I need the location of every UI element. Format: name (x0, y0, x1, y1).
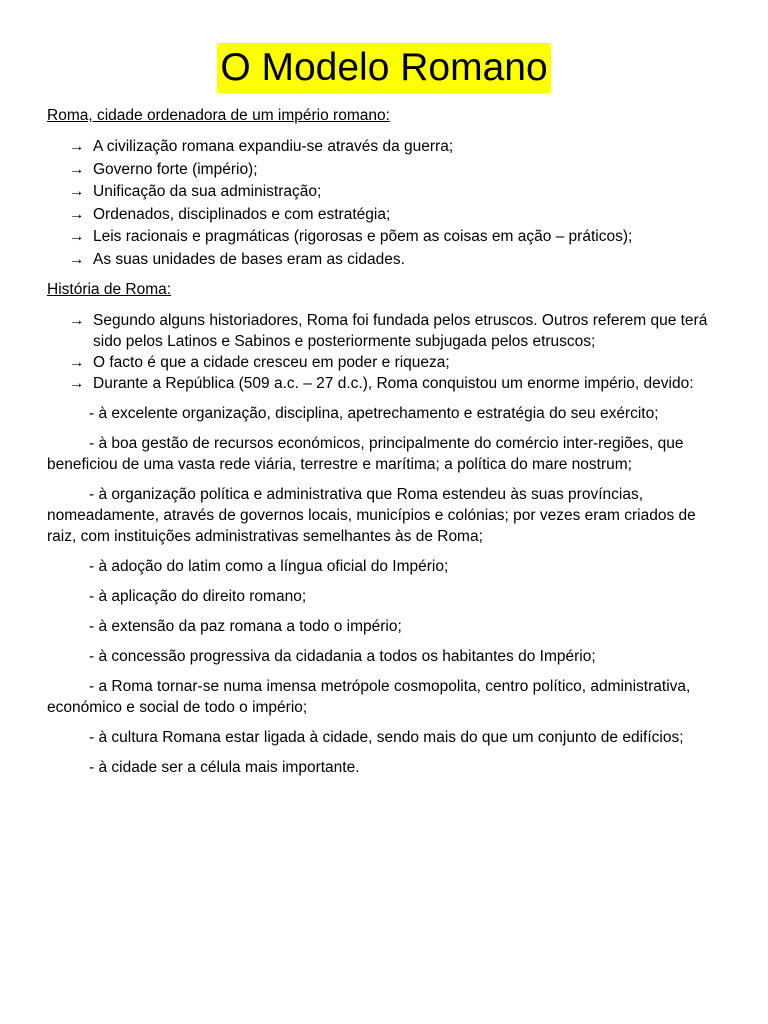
list-item: → Governo forte (império); (69, 160, 258, 178)
list-item: → A civilização romana expandiu-se através da guerra; (69, 138, 454, 155)
title-container (0, 43, 768, 93)
list-item: → Unificação da sua administração; (69, 183, 322, 200)
section-heading-roma: Roma, cidade ordenadora de um império romano: (47, 107, 390, 124)
list-item: → As suas unidades de bases eram as cidades. (69, 250, 405, 268)
right-arrow-icon: → (69, 205, 85, 223)
reason-paragraph: - a Roma tornar-se numa imensa metrópole cosmopolita, centro político, administrativa, económico e social de todo o império; (47, 677, 691, 716)
right-arrow-icon: → (69, 353, 85, 371)
reason-paragraph: - à adoção do latim como a língua oficial do Império; (89, 557, 449, 575)
bullet-list-historia (47, 310, 727, 394)
reason-paragraph: - à cidade ser a célula mais importante. (89, 758, 360, 776)
reason-paragraph: - à boa gestão de recursos económicos, principalmente do comércio inter-regiões, que beneficiou de uma vasta rede viária, terrestre e marítima; a política do mare nostrum; (47, 434, 684, 473)
list-item: → O facto é que a cidade cresceu em poder e riqueza; (69, 353, 450, 371)
list-item: → Durante a República (509 a.c. – 27 d.c.), Roma conquistou um enorme império, devido: (69, 374, 694, 392)
right-arrow-icon: → (69, 374, 85, 392)
right-arrow-icon: → (69, 183, 85, 200)
right-arrow-icon: → (69, 311, 85, 329)
list-item: → Segundo alguns historiadores, Roma foi fundada pelos etruscos. Outros referem que terá sido pelos Latinos e Sabinos e posteriormente subjugada pelos etruscos; (69, 311, 708, 350)
reason-paragraph: - à excelente organização, disciplina, apetrechamento e estratégia do seu exército; (89, 404, 659, 422)
list-item: → Leis racionais e pragmáticas (rigorosas e põem as coisas em ação – práticos); (69, 228, 633, 245)
right-arrow-icon: → (69, 228, 85, 245)
reason-paragraph: - à concessão progressiva da cidadania a todos os habitantes do Império; (89, 647, 596, 665)
reason-paragraph: - à organização política e administrativa que Roma estendeu às suas províncias, nomeadamente, através de governos locais, municípios e colónias; por vezes eram criados de raiz, com instituições administrativas semelhantes às de Roma; (47, 485, 696, 545)
bullet-list-roma (47, 136, 727, 270)
reason-paragraph: - à cultura Romana estar ligada à cidade, sendo mais do que um conjunto de edifícios; (89, 728, 684, 746)
right-arrow-icon: → (69, 138, 85, 155)
list-item: → Ordenados, disciplinados e com estratégia; (69, 205, 391, 223)
section-heading-historia: História de Roma: (47, 280, 172, 298)
reason-paragraph: - à extensão da paz romana a todo o império; (89, 617, 402, 635)
page-title: O Modelo Romano (217, 43, 550, 93)
right-arrow-icon: → (69, 250, 85, 268)
right-arrow-icon: → (69, 160, 85, 178)
document-body (47, 105, 727, 787)
reason-paragraph: - à aplicação do direito romano; (89, 587, 307, 605)
